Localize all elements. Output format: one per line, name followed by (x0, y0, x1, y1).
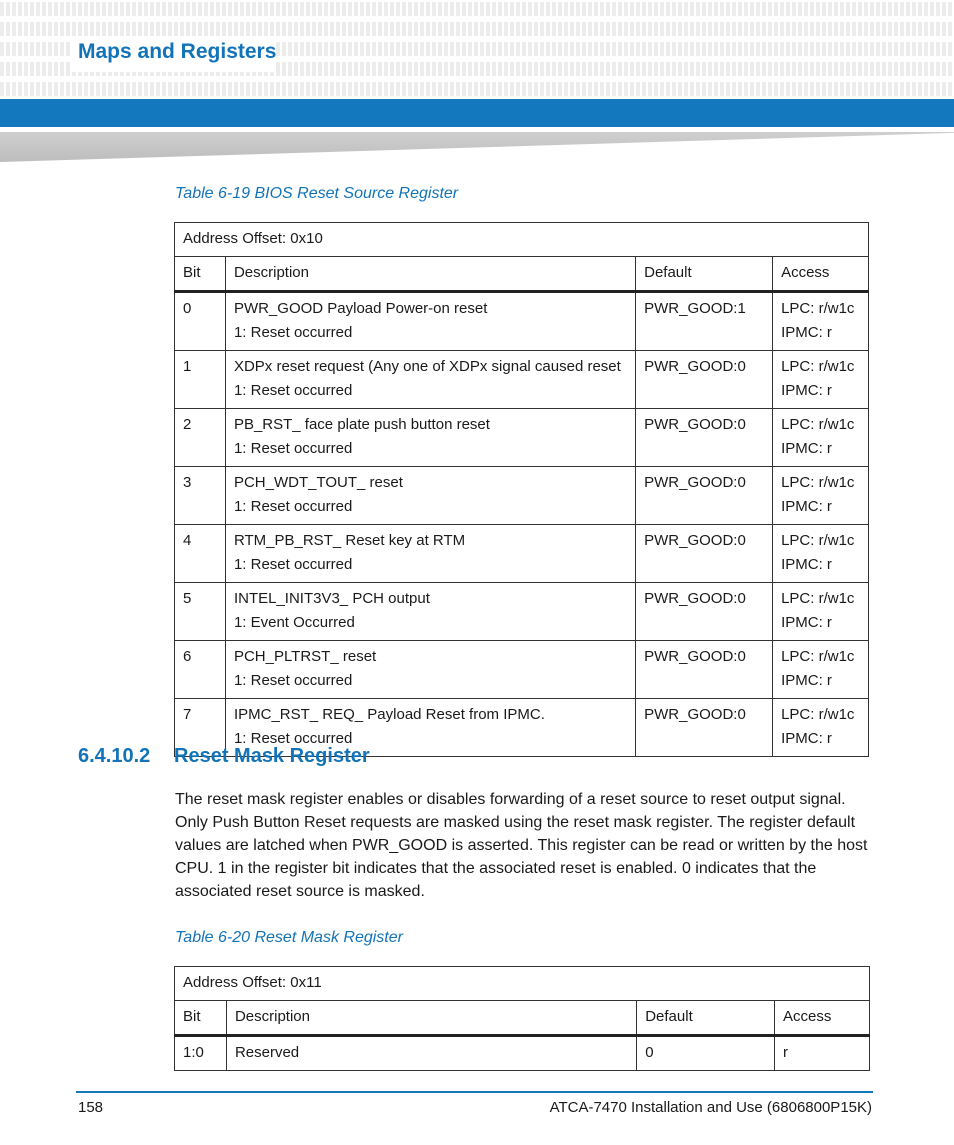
cell-text: PCH_WDT_TOUT_ reset (233, 474, 403, 491)
default-cell (636, 292, 773, 351)
cell-text: PWR_GOOD:0 (644, 358, 746, 375)
cell-text: LPC: r/w1c (781, 532, 855, 549)
table-caption: Table 6-20 Reset Mask Register (175, 929, 403, 946)
table-row (175, 525, 869, 583)
table-row (175, 583, 869, 641)
access-cell (773, 525, 869, 583)
cell-text: 0 (645, 1044, 654, 1061)
cell-text: PWR_GOOD:0 (644, 590, 746, 607)
cell-text: 1:0 (183, 1044, 204, 1061)
description-cell (226, 1036, 636, 1071)
bit-cell (175, 409, 226, 467)
column-header: Bit (175, 257, 226, 292)
cell-text: 1: Reset occurred (233, 556, 353, 573)
cell-text: 7 (183, 706, 192, 723)
table-row (175, 409, 869, 467)
column-header: Default (636, 257, 773, 292)
cell-text: IPMC: r (781, 324, 832, 341)
cell-text: Reserved (234, 1044, 300, 1061)
access-cell (773, 699, 869, 757)
table-row (175, 1036, 870, 1071)
cell-text: 3 (183, 474, 192, 491)
default-cell (637, 1036, 775, 1071)
access-cell (773, 583, 869, 641)
cell-text: IPMC_RST_ REQ_ Payload Reset from IPMC. (233, 706, 545, 723)
cell-text: LPC: r/w1c (781, 590, 855, 607)
cell-text: LPC: r/w1c (781, 706, 855, 723)
cell-text: 1: Reset occurred (233, 382, 353, 399)
body-paragraph: The reset mask register enables or disables forwarding of a reset source to reset output signal. Only Push Button Reset requests are masked using the reset mask register. The register default values are latched when PWR_GOOD is asserted. This register can be read or written by the host CPU. 1 in the register bit indicates that the associated reset is enabled. 0 indicates that the associated reset source is masked. (175, 791, 868, 900)
cell-text: PWR_GOOD:0 (644, 416, 746, 433)
description-cell (225, 583, 635, 641)
cell-text: XDPx reset request (Any one of XDPx signal caused reset (233, 358, 621, 375)
column-header: Bit (175, 1001, 227, 1036)
address-row (175, 967, 870, 1001)
address-offset: Address Offset: 0x11 (175, 967, 870, 1001)
column-header: Description (225, 257, 635, 292)
default-cell (636, 351, 773, 409)
default-cell (636, 409, 773, 467)
cell-text: INTEL_INIT3V3_ PCH output (233, 590, 430, 607)
bit-cell (175, 351, 226, 409)
cell-text: PCH_PLTRST_ reset (233, 648, 377, 665)
description-cell (225, 409, 635, 467)
column-header: Description (226, 1001, 636, 1036)
section-heading (78, 745, 370, 768)
header-swoosh (0, 132, 954, 162)
cell-text: r (783, 1044, 789, 1061)
default-cell (636, 525, 773, 583)
cell-text: LPC: r/w1c (781, 474, 855, 491)
access-cell (775, 1036, 870, 1071)
access-cell (773, 641, 869, 699)
table-row (175, 292, 869, 351)
access-cell (773, 351, 869, 409)
section-title: Reset Mask Register (174, 745, 370, 767)
document-reference: ATCA-7470 Installation and Use (6806800P15K) (549, 1099, 872, 1116)
cell-text: RTM_PB_RST_ Reset key at RTM (233, 532, 466, 549)
default-cell (636, 699, 773, 757)
cell-text: 6 (183, 648, 192, 665)
table-row (175, 641, 869, 699)
cell-text: LPC: r/w1c (781, 416, 855, 433)
cell-text: LPC: r/w1c (781, 358, 855, 375)
bit-cell (175, 641, 226, 699)
bit-cell (175, 292, 226, 351)
bit-cell (175, 525, 226, 583)
description-cell (225, 641, 635, 699)
table-row (175, 467, 869, 525)
access-cell (773, 467, 869, 525)
cell-text: 1 (183, 358, 192, 375)
cell-text: LPC: r/w1c (781, 300, 855, 317)
cell-text: IPMC: r (781, 440, 832, 457)
default-cell (636, 641, 773, 699)
reset-mask-table (174, 966, 870, 1071)
cell-text: PWR_GOOD:0 (644, 532, 746, 549)
access-cell (773, 292, 869, 351)
cell-text: PB_RST_ face plate push button reset (233, 416, 490, 433)
cell-text: IPMC: r (781, 498, 832, 515)
cell-text: 1: Reset occurred (233, 730, 353, 747)
cell-text: IPMC: r (781, 672, 832, 689)
bios-reset-source-table (174, 222, 869, 757)
cell-text: 1: Reset occurred (233, 324, 353, 341)
column-header: Access (775, 1001, 870, 1036)
cell-text: IPMC: r (781, 556, 832, 573)
cell-text: 1: Reset occurred (233, 672, 353, 689)
cell-text: 1: Reset occurred (233, 440, 353, 457)
cell-text: 1: Reset occurred (233, 498, 353, 515)
page-number: 158 (78, 1099, 104, 1116)
address-row (175, 223, 869, 257)
cell-text: LPC: r/w1c (781, 648, 855, 665)
cell-text: 4 (183, 532, 192, 549)
cell-text: 1: Event Occurred (233, 614, 355, 631)
column-header: Default (637, 1001, 775, 1036)
bit-cell (175, 583, 226, 641)
bit-cell (175, 467, 226, 525)
cell-text: 5 (183, 590, 192, 607)
cell-text: PWR_GOOD Payload Power-on reset (233, 300, 488, 317)
table-header-row (175, 257, 869, 292)
cell-text: PWR_GOOD:0 (644, 474, 746, 491)
description-cell (225, 467, 635, 525)
cell-text: IPMC: r (781, 614, 832, 631)
cell-text: IPMC: r (781, 382, 832, 399)
table-row (175, 351, 869, 409)
cell-text: 2 (183, 416, 192, 433)
cell-text: PWR_GOOD:0 (644, 706, 746, 723)
access-cell (773, 409, 869, 467)
default-cell (636, 583, 773, 641)
cell-text: 0 (183, 300, 192, 317)
table-header-row (175, 1001, 870, 1036)
description-cell (225, 351, 635, 409)
table-caption: Table 6-19 BIOS Reset Source Register (175, 185, 459, 202)
cell-text: PWR_GOOD:0 (644, 648, 746, 665)
default-cell (636, 467, 773, 525)
cell-text: PWR_GOOD:1 (644, 300, 746, 317)
header-blue-band (0, 99, 954, 127)
address-offset: Address Offset: 0x10 (175, 223, 869, 257)
bit-cell (175, 1036, 227, 1071)
description-cell (225, 525, 635, 583)
column-header: Access (773, 257, 869, 292)
cell-text: IPMC: r (781, 730, 832, 747)
description-cell (225, 292, 635, 351)
footer-rule (76, 1091, 873, 1093)
chapter-title: Maps and Registers (78, 40, 277, 63)
section-number: 6.4.10.2 (78, 745, 151, 767)
